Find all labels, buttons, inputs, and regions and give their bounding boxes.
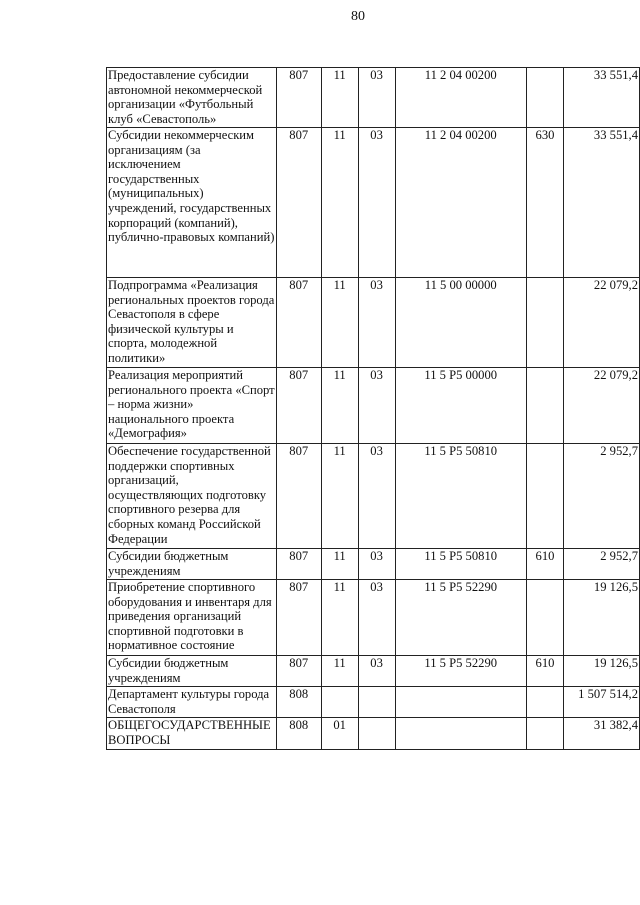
- cell-section: 11: [321, 580, 358, 656]
- cell-name: Подпрограмма «Реализация региональных проектов города Севастополя в сфере физической культуры и спорта, молодежной политики»: [107, 278, 277, 368]
- cell-target-article: 11 5 P5 50810: [395, 444, 526, 549]
- cell-amount: 31 382,4: [564, 718, 640, 750]
- cell-section: 01: [321, 718, 358, 750]
- cell-name: Субсидии бюджетным учреждениям: [107, 549, 277, 580]
- cell-expense-type: [526, 718, 563, 750]
- table-row: [107, 368, 640, 444]
- cell-admin-code: 808: [276, 718, 321, 750]
- cell-expense-type: 610: [526, 549, 563, 580]
- cell-amount: 33 551,4: [564, 68, 640, 128]
- table-row: [107, 444, 640, 549]
- cell-expense-type: 610: [526, 656, 563, 687]
- cell-name: Обеспечение государственной поддержки спортивных организаций, осуществляющих подготовку спортивного резерва для сборных команд Российской Федерации: [107, 444, 277, 549]
- cell-admin-code: 807: [276, 278, 321, 368]
- cell-target-article: 11 5 P5 52290: [395, 580, 526, 656]
- cell-expense-type: [526, 444, 563, 549]
- table-row: [107, 278, 640, 368]
- table-row: [107, 549, 640, 580]
- cell-section: 11: [321, 68, 358, 128]
- cell-subsection: 03: [358, 580, 395, 656]
- cell-section: 11: [321, 656, 358, 687]
- cell-section: [321, 687, 358, 718]
- cell-section: 11: [321, 278, 358, 368]
- cell-expense-type: [526, 687, 563, 718]
- cell-amount: 19 126,5: [564, 656, 640, 687]
- cell-name: Субсидии некоммерческим организациям (за исключением государственных (муниципальных) учреждений, государственных корпораций (компаний), публично-правовых компаний): [107, 128, 277, 278]
- cell-section: 11: [321, 444, 358, 549]
- cell-admin-code: 807: [276, 444, 321, 549]
- cell-admin-code: 807: [276, 128, 321, 278]
- cell-subsection: [358, 718, 395, 750]
- cell-name: Реализация мероприятий регионального проекта «Спорт – норма жизни» национального проекта «Демография»: [107, 368, 277, 444]
- table-row: [107, 656, 640, 687]
- cell-amount: 2 952,7: [564, 444, 640, 549]
- cell-amount: 1 507 514,2: [564, 687, 640, 718]
- table-row: [107, 580, 640, 656]
- cell-target-article: 11 5 00 00000: [395, 278, 526, 368]
- table-row: [107, 687, 640, 718]
- cell-admin-code: 808: [276, 687, 321, 718]
- cell-subsection: 03: [358, 444, 395, 549]
- cell-admin-code: 807: [276, 656, 321, 687]
- table-row: [107, 718, 640, 750]
- cell-subsection: 03: [358, 68, 395, 128]
- cell-name: Приобретение спортивного оборудования и инвентаря для приведения организаций спортивной подготовки в нормативное состояние: [107, 580, 277, 656]
- cell-amount: 19 126,5: [564, 580, 640, 656]
- cell-target-article: 11 5 P5 52290: [395, 656, 526, 687]
- table-row: [107, 128, 640, 278]
- cell-target-article: [395, 718, 526, 750]
- cell-expense-type: 630: [526, 128, 563, 278]
- cell-section: 11: [321, 549, 358, 580]
- cell-subsection: [358, 687, 395, 718]
- cell-target-article: 11 5 P5 00000: [395, 368, 526, 444]
- table-row: [107, 68, 640, 128]
- cell-admin-code: 807: [276, 580, 321, 656]
- cell-name: Субсидии бюджетным учреждениям: [107, 656, 277, 687]
- cell-admin-code: 807: [276, 549, 321, 580]
- cell-section: 11: [321, 128, 358, 278]
- cell-target-article: 11 2 04 00200: [395, 128, 526, 278]
- cell-amount: 22 079,2: [564, 368, 640, 444]
- table-body: [107, 68, 640, 750]
- cell-admin-code: 807: [276, 368, 321, 444]
- cell-amount: 22 079,2: [564, 278, 640, 368]
- cell-subsection: 03: [358, 549, 395, 580]
- cell-expense-type: [526, 368, 563, 444]
- cell-expense-type: [526, 278, 563, 368]
- cell-expense-type: [526, 580, 563, 656]
- cell-subsection: 03: [358, 128, 395, 278]
- cell-amount: 2 952,7: [564, 549, 640, 580]
- cell-subsection: 03: [358, 278, 395, 368]
- cell-name: ОБЩЕГОСУДАРСТВЕННЫЕ ВОПРОСЫ: [107, 718, 277, 750]
- cell-subsection: 03: [358, 656, 395, 687]
- cell-admin-code: 807: [276, 68, 321, 128]
- cell-expense-type: [526, 68, 563, 128]
- cell-amount: 33 551,4: [564, 128, 640, 278]
- cell-section: 11: [321, 368, 358, 444]
- cell-target-article: 11 2 04 00200: [395, 68, 526, 128]
- cell-name: Предоставление субсидии автономной некоммерческой организации «Футбольный клуб «Севастополь»: [107, 68, 277, 128]
- page-number: 80: [351, 9, 365, 24]
- cell-name: Департамент культуры города Севастополя: [107, 687, 277, 718]
- cell-target-article: [395, 687, 526, 718]
- cell-target-article: 11 5 P5 50810: [395, 549, 526, 580]
- cell-subsection: 03: [358, 368, 395, 444]
- budget-table: [106, 67, 640, 750]
